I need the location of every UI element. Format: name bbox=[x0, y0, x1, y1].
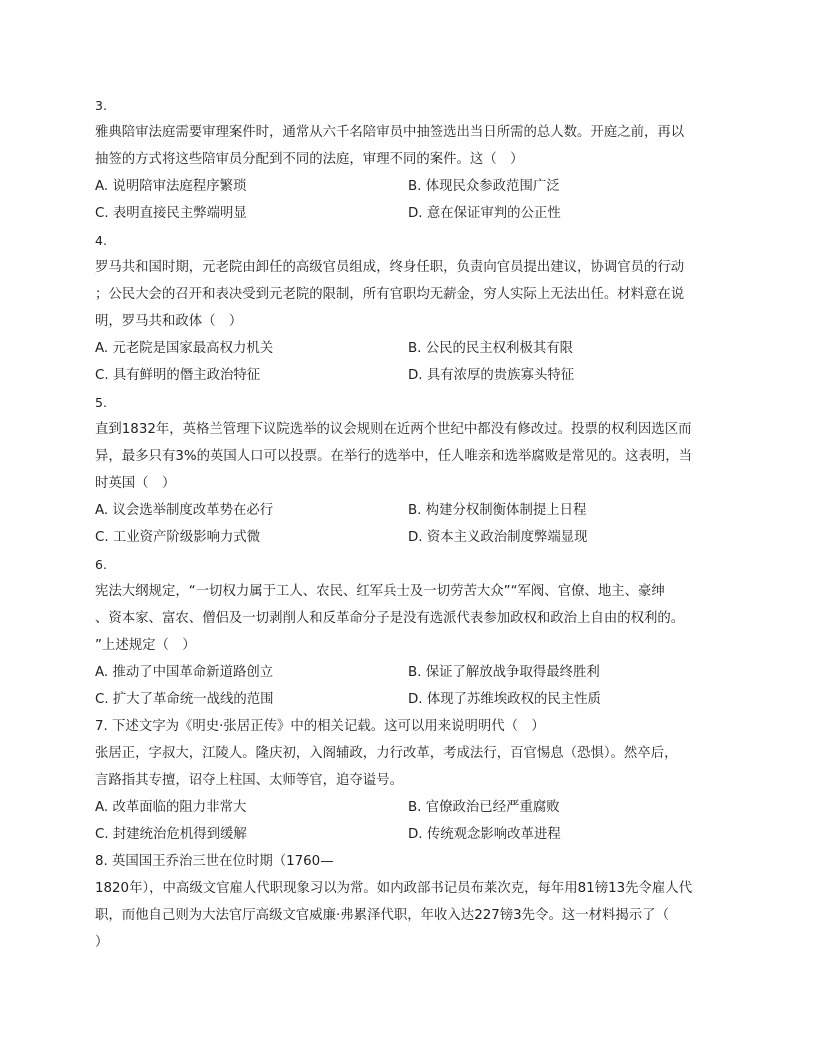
option-text: 保证了解放战争取得最终胜利 bbox=[425, 665, 600, 680]
option-label: B. bbox=[408, 179, 422, 194]
option-label: D. bbox=[408, 692, 423, 707]
option-b[interactable] bbox=[408, 794, 560, 821]
option-label: D. bbox=[408, 206, 423, 221]
question-5 bbox=[95, 389, 721, 551]
question-stem-line: 1820年），中高级文官雇人代职现象习以为常。如内政部书记员布莱次克，每年用81镑13先令雇人代 bbox=[95, 881, 693, 896]
question-number: 7. bbox=[95, 719, 108, 734]
option-a[interactable] bbox=[95, 497, 273, 524]
option-text: 议会选举制度改革势在必行 bbox=[112, 503, 274, 518]
option-b[interactable] bbox=[408, 659, 600, 686]
option-text: 体现了苏维埃政权的民主性质 bbox=[426, 692, 601, 707]
option-text: 元老院是国家最高权力机关 bbox=[112, 341, 274, 356]
option-text: 传统观念影响改革进程 bbox=[426, 827, 561, 842]
options-row bbox=[95, 659, 721, 686]
option-text: 封建统治危机得到缓解 bbox=[112, 827, 247, 842]
question-stem-line: 言路指其专擅，诏夺上柱国、太师等官，追夺谥号。 bbox=[95, 773, 403, 788]
question-stem-line bbox=[95, 713, 721, 740]
options-row bbox=[95, 362, 721, 389]
option-c[interactable] bbox=[95, 686, 274, 713]
options-row bbox=[95, 686, 721, 713]
option-b[interactable] bbox=[408, 335, 573, 362]
question-stem-line: 时英国（ ） bbox=[95, 476, 176, 491]
options-row bbox=[95, 821, 721, 848]
option-text: 改革面临的阻力非常大 bbox=[112, 800, 247, 815]
question-stem-line: 、资本家、富农、僧侣及一切剥削人和反革命分子是没有选派代表参加政权和政治上自由的权利的。 bbox=[95, 611, 685, 626]
option-label: C. bbox=[95, 692, 109, 707]
option-d[interactable] bbox=[408, 200, 561, 227]
option-d[interactable] bbox=[408, 524, 588, 551]
option-text: 推动了中国革命新道路创立 bbox=[112, 665, 274, 680]
question-6 bbox=[95, 551, 721, 713]
option-d[interactable] bbox=[408, 686, 601, 713]
option-text: 体现民众参政范围广泛 bbox=[425, 179, 560, 194]
options-row bbox=[95, 200, 721, 227]
question-stem-line: 罗马共和国时期，元老院由卸任的高级官员组成，终身任职，负责向官员提出建议，协调官员的行动 bbox=[95, 260, 685, 275]
option-label: B. bbox=[408, 800, 422, 815]
options-row bbox=[95, 335, 721, 362]
question-stem-text: 下述文字为《明史·张居正传》中的相关记载。这可以用来说明明代（ ） bbox=[112, 719, 545, 734]
options-row bbox=[95, 524, 721, 551]
option-label: B. bbox=[408, 341, 422, 356]
question-stem-text: 英国国王乔治三世在位时期（1760— bbox=[112, 854, 334, 869]
question-8 bbox=[95, 848, 721, 956]
option-label: C. bbox=[95, 368, 109, 383]
question-number: 4. bbox=[95, 233, 107, 248]
option-a[interactable] bbox=[95, 659, 273, 686]
option-label: A. bbox=[95, 800, 109, 815]
option-c[interactable] bbox=[95, 200, 247, 227]
document-page bbox=[95, 92, 721, 956]
option-a[interactable] bbox=[95, 173, 246, 200]
option-label: C. bbox=[95, 206, 109, 221]
options-row bbox=[95, 497, 721, 524]
option-label: C. bbox=[95, 530, 109, 545]
option-text: 工业资产阶级影响力式微 bbox=[112, 530, 261, 545]
option-text: 具有浓厚的贵族寡头特征 bbox=[426, 368, 575, 383]
question-number: 8. bbox=[95, 854, 108, 869]
option-label: D. bbox=[408, 827, 423, 842]
question-stem-line: ”上述规定（ ） bbox=[95, 638, 196, 653]
option-label: A. bbox=[95, 341, 109, 356]
question-7 bbox=[95, 713, 721, 848]
option-text: 资本主义政治制度弊端显现 bbox=[426, 530, 588, 545]
option-label: A. bbox=[95, 665, 109, 680]
option-c[interactable] bbox=[95, 524, 260, 551]
option-text: 表明直接民主弊端明显 bbox=[112, 206, 247, 221]
option-text: 官僚政治已经严重腐败 bbox=[425, 800, 560, 815]
option-label: A. bbox=[95, 179, 109, 194]
option-b[interactable] bbox=[408, 173, 560, 200]
question-stem-line: 异，最多只有3%的英国人口可以投票。在举行的选举中，任人唯亲和选举腐败是常见的。这表明，当 bbox=[95, 449, 693, 464]
option-label: D. bbox=[408, 530, 423, 545]
option-text: 具有鲜明的僭主政治特征 bbox=[112, 368, 261, 383]
question-stem-line: ） bbox=[95, 935, 109, 950]
option-text: 公民的民主权利极其有限 bbox=[425, 341, 574, 356]
option-text: 意在保证审判的公正性 bbox=[426, 206, 561, 221]
option-label: B. bbox=[408, 503, 422, 518]
option-text: 扩大了革命统一战线的范围 bbox=[112, 692, 274, 707]
question-stem-line: 明，罗马共和政体（ ） bbox=[95, 314, 243, 329]
options-row bbox=[95, 173, 721, 200]
options-row bbox=[95, 794, 721, 821]
option-d[interactable] bbox=[408, 362, 574, 389]
option-d[interactable] bbox=[408, 821, 561, 848]
question-stem-line: 抽签的方式将这些陪审员分配到不同的法庭，审理不同的案件。这（ ） bbox=[95, 152, 524, 167]
question-number: 3. bbox=[95, 98, 107, 113]
question-stem-line: ；公民大会的召开和表决受到元老院的限制，所有官职均无薪金，穷人实际上无法出任。材料意在说 bbox=[95, 287, 685, 302]
question-stem-line: 直到1832年，英格兰管理下议院选举的议会规则在近两个世纪中都没有修改过。投票的权利因选区而 bbox=[95, 422, 692, 437]
question-3 bbox=[95, 92, 721, 227]
question-number: 5. bbox=[95, 395, 107, 410]
option-c[interactable] bbox=[95, 821, 247, 848]
option-b[interactable] bbox=[408, 497, 586, 524]
option-label: B. bbox=[408, 665, 422, 680]
question-stem-line bbox=[95, 848, 721, 875]
option-label: A. bbox=[95, 503, 109, 518]
question-number: 6. bbox=[95, 557, 107, 572]
option-label: D. bbox=[408, 368, 423, 383]
question-stem-line: 雅典陪审法庭需要审理案件时，通常从六千名陪审员中抽签选出当日所需的总人数。开庭之前，再以 bbox=[95, 125, 685, 140]
question-4 bbox=[95, 227, 721, 389]
question-stem-line: 宪法大纲规定，“一切权力属于工人、农民、红军兵士及一切劳苦大众”“军阀、官僚、地主、豪绅 bbox=[95, 584, 665, 599]
option-text: 说明陪审法庭程序繁琐 bbox=[112, 179, 247, 194]
question-stem-line: 职，而他自己则为大法官厅高级文官威廉·弗累泽代职，年收入达227镑3先令。这一材料揭示了（ bbox=[95, 908, 669, 923]
option-label: C. bbox=[95, 827, 109, 842]
option-a[interactable] bbox=[95, 794, 246, 821]
option-a[interactable] bbox=[95, 335, 273, 362]
question-stem-line: 张居正，字叔大，江陵人。隆庆初，入阁辅政，力行改革，考成法行，百官惕息（恐惧）。然卒后， bbox=[95, 746, 678, 761]
option-text: 构建分权制衡体制提上日程 bbox=[425, 503, 587, 518]
option-c[interactable] bbox=[95, 362, 260, 389]
